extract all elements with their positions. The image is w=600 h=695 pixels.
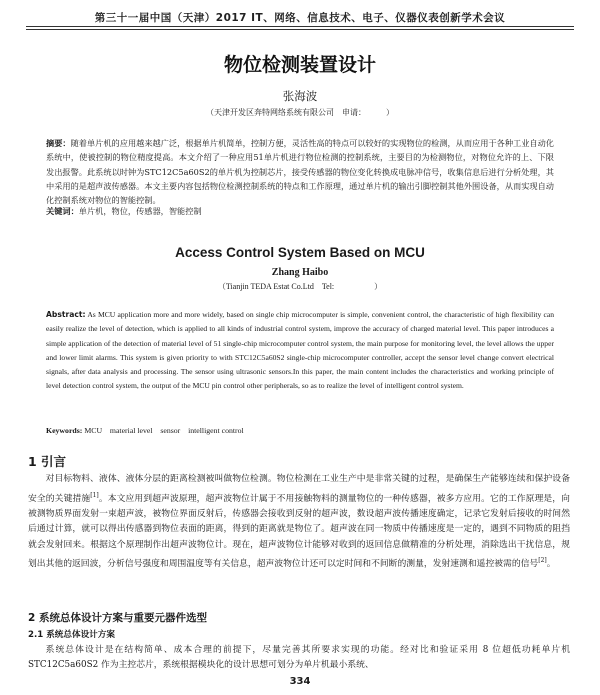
keywords-en-text: MCU material level sensor intelligent control bbox=[84, 426, 244, 435]
abstract-en bbox=[46, 308, 554, 394]
abstract-cn-text: 随着单片机的应用越来越广泛，根据单片机简单，控制方便，灵活性高的特点可以较好的实现物位的检测，从而应用于各种工业自动化系统中，使被控制的物位精度提高。本文介绍了一种应用51单片机进行物位检测的控制系统，主要目的为检测物位，对物位允许的上、下限发出报警。此系统以时钟为STC12C5a60S2的单片机为控制芯片，接受传感器的物位变化转换成电脉冲信号，收集信息后进行分析处理，其中采用的是超声波传感器。本文主要内容包括物位检测控制系统的特点和工作原理，通过单片机的输出引脚控制其他外围设备，从而实现自动化控制系统对物位的智能控制。 bbox=[46, 138, 554, 206]
author-cn: 张海波 bbox=[282, 89, 318, 103]
page-number: 334 bbox=[289, 676, 311, 687]
section-1-text-b: 。本文应用到超声波原理，超声波物位计属于不用接触物料的测量物位的一种传感器，被多方应用。它的工作原理是，向被测物质界面发射一束超声波，被物位界面反射后，传感器会接收到反射的超声波，数设超声波传播速度确定，记录它发射后接收的时间然后通过计算，就可以得出传感器到物位表面的距离，得到的距离就是物位了。超声波在同一物质中传播速度是一定的，遇到不同物质的阻挡就会发射回来。根据这个原理制作出超声波物位计。现在，超声波物位计能够对收到的返回信息做精准的分析处理，消除选出干扰信息，规划出其他的返回波，分析信号强度和周围温度等有关信息，超声波物位计还可以定时间和不间断的测量，发射速测和遥控被需的信号 bbox=[28, 493, 570, 570]
abstract-cn-label: 摘要： bbox=[46, 138, 71, 148]
section-1-body bbox=[28, 472, 570, 573]
header-rule-thin bbox=[26, 29, 574, 30]
keywords-cn-text: 单片机，物位，传感器，智能控制 bbox=[78, 206, 202, 216]
section-2-1-heading: 2.1 系统总体设计方案 bbox=[28, 630, 115, 640]
section-2-1-body: 系统总体设计是在结构简单、成本合理的前提下，尽量完善其所要求实现的功能。经对比和验证采用 8 位超低功耗单片机 STC12C5a60S2 作为主控芯片，系统根据模块化的设计思想可划分为单片机最小系统、 bbox=[28, 645, 570, 670]
section-1-text-a: 对目标物料、液体、液体分层的距离检测被叫做物位检测。物位检测在工业生产中是非常关键的过程，是确保生产能够连续和保护设备安全的关键措施 bbox=[28, 474, 570, 504]
keywords-cn-label: 关键词： bbox=[46, 206, 79, 216]
section-1-text-c: 。 bbox=[546, 559, 556, 570]
author-en: Zhang Haibo bbox=[271, 267, 329, 278]
citation-1: [1] bbox=[90, 491, 99, 499]
abstract-en-label: Abstract: bbox=[46, 310, 86, 319]
abstract-cn bbox=[46, 136, 554, 207]
paper-title-en: Access Control System Based on MCU bbox=[175, 245, 425, 260]
keywords-en bbox=[46, 425, 554, 436]
affiliation-en: （Tianjin TEDA Estat Co.Ltd Tel: ） bbox=[217, 282, 383, 291]
paper-title-cn: 物位检测装置设计 bbox=[223, 54, 376, 76]
running-header: 第三十一届中国（天津）2017 IT、网络、信息技术、电子、仪器仪表创新学术会议 bbox=[94, 12, 506, 24]
section-2-heading: 2 系统总体设计方案与重要元器件选型 bbox=[28, 612, 207, 624]
section-1-heading: 1 引言 bbox=[28, 454, 67, 469]
citation-2: [2] bbox=[538, 557, 547, 565]
keywords-en-label: Keywords: bbox=[46, 426, 83, 435]
abstract-en-text: As MCU application more and more widely, based on single chip microcomputer is simple, convenient control, the characteristic of high flexibility can easily realize the level of detection, which is applied to all kinds of industrial control system, improve the accuracy of charged material level. This paper introduces a simple application of the detection of material level of 51 single-chip microcomputer control system, the main purpose for monitoring level, the level allows the upper and lower limit alarms. This system is given priority to with STC12C5a60S2 single-chip microcomputer controller, accept the sensor level change convert electrical signals, after data analysis and processing. The sensor using ultrasonic sensors.In this paper, the main content includes the characteristics and working principle of level detection control system, the output of the MCU pin control other peripherals, so as to realize the level of intelligent control system. bbox=[46, 310, 554, 391]
keywords-cn bbox=[46, 206, 554, 217]
header-rule bbox=[26, 26, 574, 27]
affiliation-cn: （天津开发区奔特网络系统有限公司 申请： ） bbox=[206, 108, 394, 117]
